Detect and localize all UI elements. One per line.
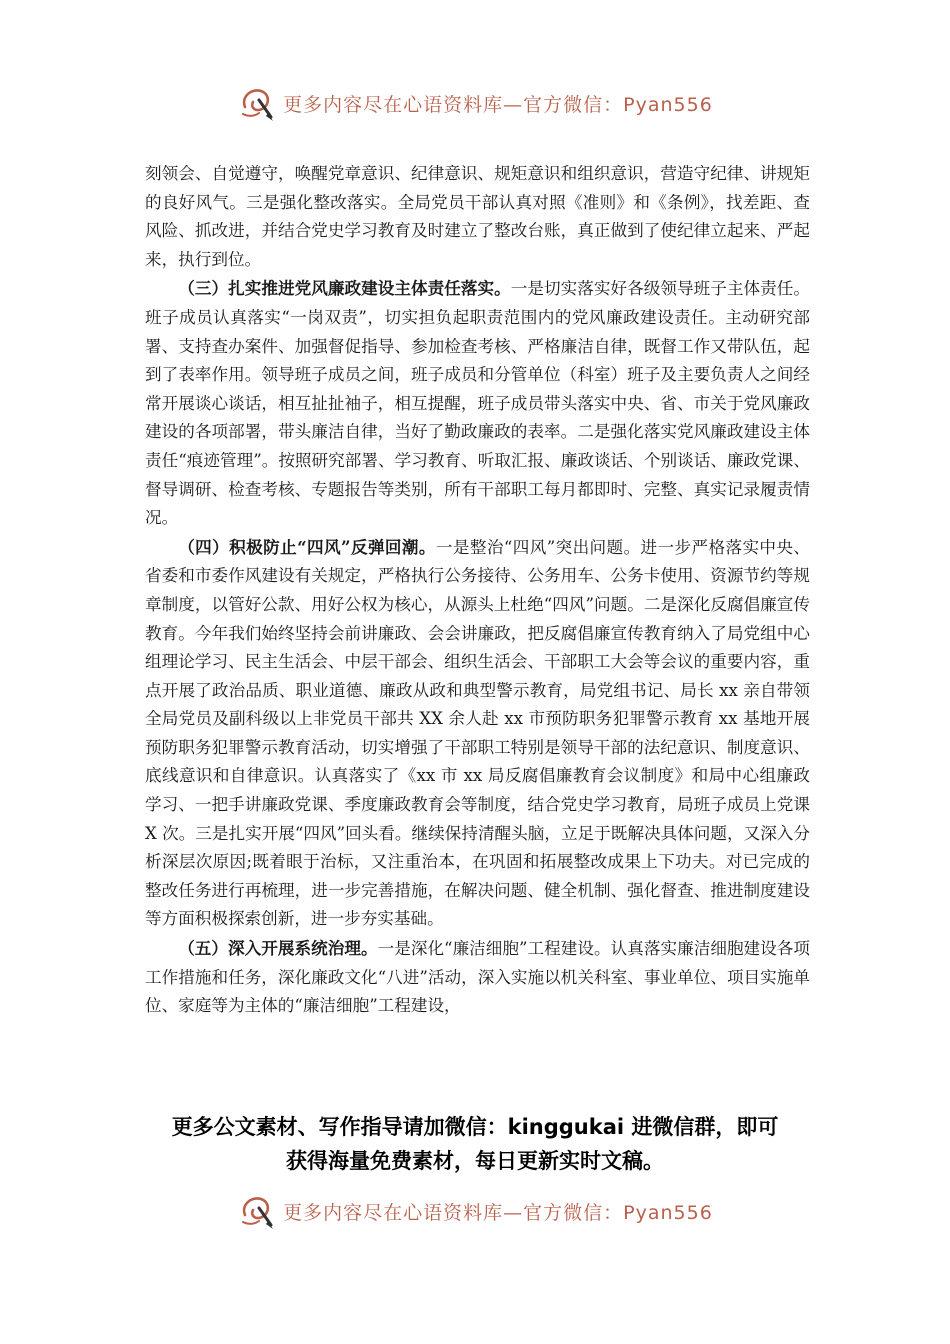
promo-notice	[0, 1110, 950, 1178]
section-heading-4: （四）积极防止“四风”反弹回潮。	[178, 536, 436, 557]
paragraph-section-5	[145, 934, 810, 1021]
banner-wechat-id: Pyan556	[623, 93, 713, 116]
banner-text: 更多内容尽在心语资料库—官方微信：Pyan556	[283, 1201, 713, 1224]
banner-text: 更多内容尽在心语资料库—官方微信：Pyan556	[283, 93, 713, 116]
paragraph-continued: 刻领会、自觉遵守，唤醒党章意识、纪律意识、规矩意识和组织意识，营造守纪律、讲规矩的良好风气。三是强化整改落实。全局党员干部认真对照《准则》和《条例》，找差距、查风险、抓改进，并结合党史学习教育及时建立了整改台账，真正做到了使纪律立起来、严起来，执行到位。	[145, 164, 810, 269]
section-heading-3: （三）扎实推进党风廉政建设主体责任落实。	[178, 278, 511, 299]
section-text-4: 一是整治“四风”突出问题。进一步严格落实中央、省委和市委作风建设有关规定，严格执行公务接待、公务用车、公务卡使用、资源节约等规章制度，以管好公款、用好公权为核心，从源头上杜绝“四风”问题。二是深化反腐倡廉宣传教育。今年我们始终坚持会前讲廉政、会会讲廉政，把反腐倡廉宣传教育纳入了局党组中心组理论学习、民主生活会、中层干部会、组织生活会、干部职工大会等会议的重要内容，重点开展了政治品质、职业道德、廉政从政和典型警示教育，局党组书记、局长 xx 亲自带领全局党员及副科级以上非党员干部共 XX 余人赴 xx 市预防职务犯罪警示教育 xx 基地开展预防职务犯罪警示教育活动，切实增强了干部职工特别是领导干部的法纪意识、制度意识、底线意识和自律意识。认真落实了《xx 市 xx 局反腐倡廉教育会议制度》和局中心组廉政学习、一把手讲廉政党课、季度廉政教育会等制度，结合党史学习教育，局班子成员上党课 X 次。三是扎实开展“四风”回头看。继续保持清醒头脑，立足于既解决具体问题，又深入分析深层次原因;既着眼于治标，又注重治本，在巩固和拓展整改成果上下功夫。对已完成的整改任务进行再梳理，进一步完善措施，在解决问题、健全机制、强化督查、推进制度建设等方面积极探索创新，进一步夯实基础。	[145, 537, 811, 929]
promo-line-2: 获得海量免费素材，每日更新实时文稿。	[286, 1149, 664, 1173]
paragraph-section-4	[145, 533, 810, 934]
banner-wechat-id: Pyan556	[623, 1201, 713, 1224]
document-body	[145, 160, 810, 1021]
section-heading-5: （五）深入开展系统治理。	[178, 938, 378, 959]
section-text-5: 一是深化“廉洁细胞”工程建设。认真落实廉洁细胞建设各项工作措施和任务，深化廉政文化“八进”活动，深入实施以机关科室、事业单位、项目实施单位、家庭等为主体的“廉洁细胞”工程建设，	[145, 939, 811, 1016]
header-watermark-banner	[0, 78, 950, 128]
paragraph-section-3	[145, 274, 810, 532]
promo-line-1: 更多公文素材、写作指导请加微信：kinggukai 进微信群，即可	[171, 1115, 779, 1139]
footer-watermark-banner	[0, 1186, 950, 1236]
section-text-3: 一是切实落实好各级领导班子主体责任。班子成员认真落实“一岗双责”，切实担负起职责范围内的党风廉政建设责任。主动研究部署、支持查办案件、加强督促指导、参加检查考核、严格廉洁自律，既督工作又带队伍，起到了表率作用。领导班子成员之间，班子成员和分管单位（科室）班子及主要负责人之间经常开展谈心谈话，相互扯扯袖子，相互提醒，班子成员带头落实中央、省、市关于党风廉政建设的各项部署，带头廉洁自律，当好了勤政廉政的表率。二是强化落实党风廉政建设主体责任“痕迹管理”。按照研究部署、学习教育、听取汇报、廉政谈话、个别谈话、廉政党课、督导调研、检查考核、专题报告等类别，所有干部职工每月都即时、完整、真实记录履责情况。	[145, 279, 811, 528]
pen-swirl-logo-icon	[237, 83, 277, 123]
pen-swirl-logo-icon	[237, 1191, 277, 1231]
